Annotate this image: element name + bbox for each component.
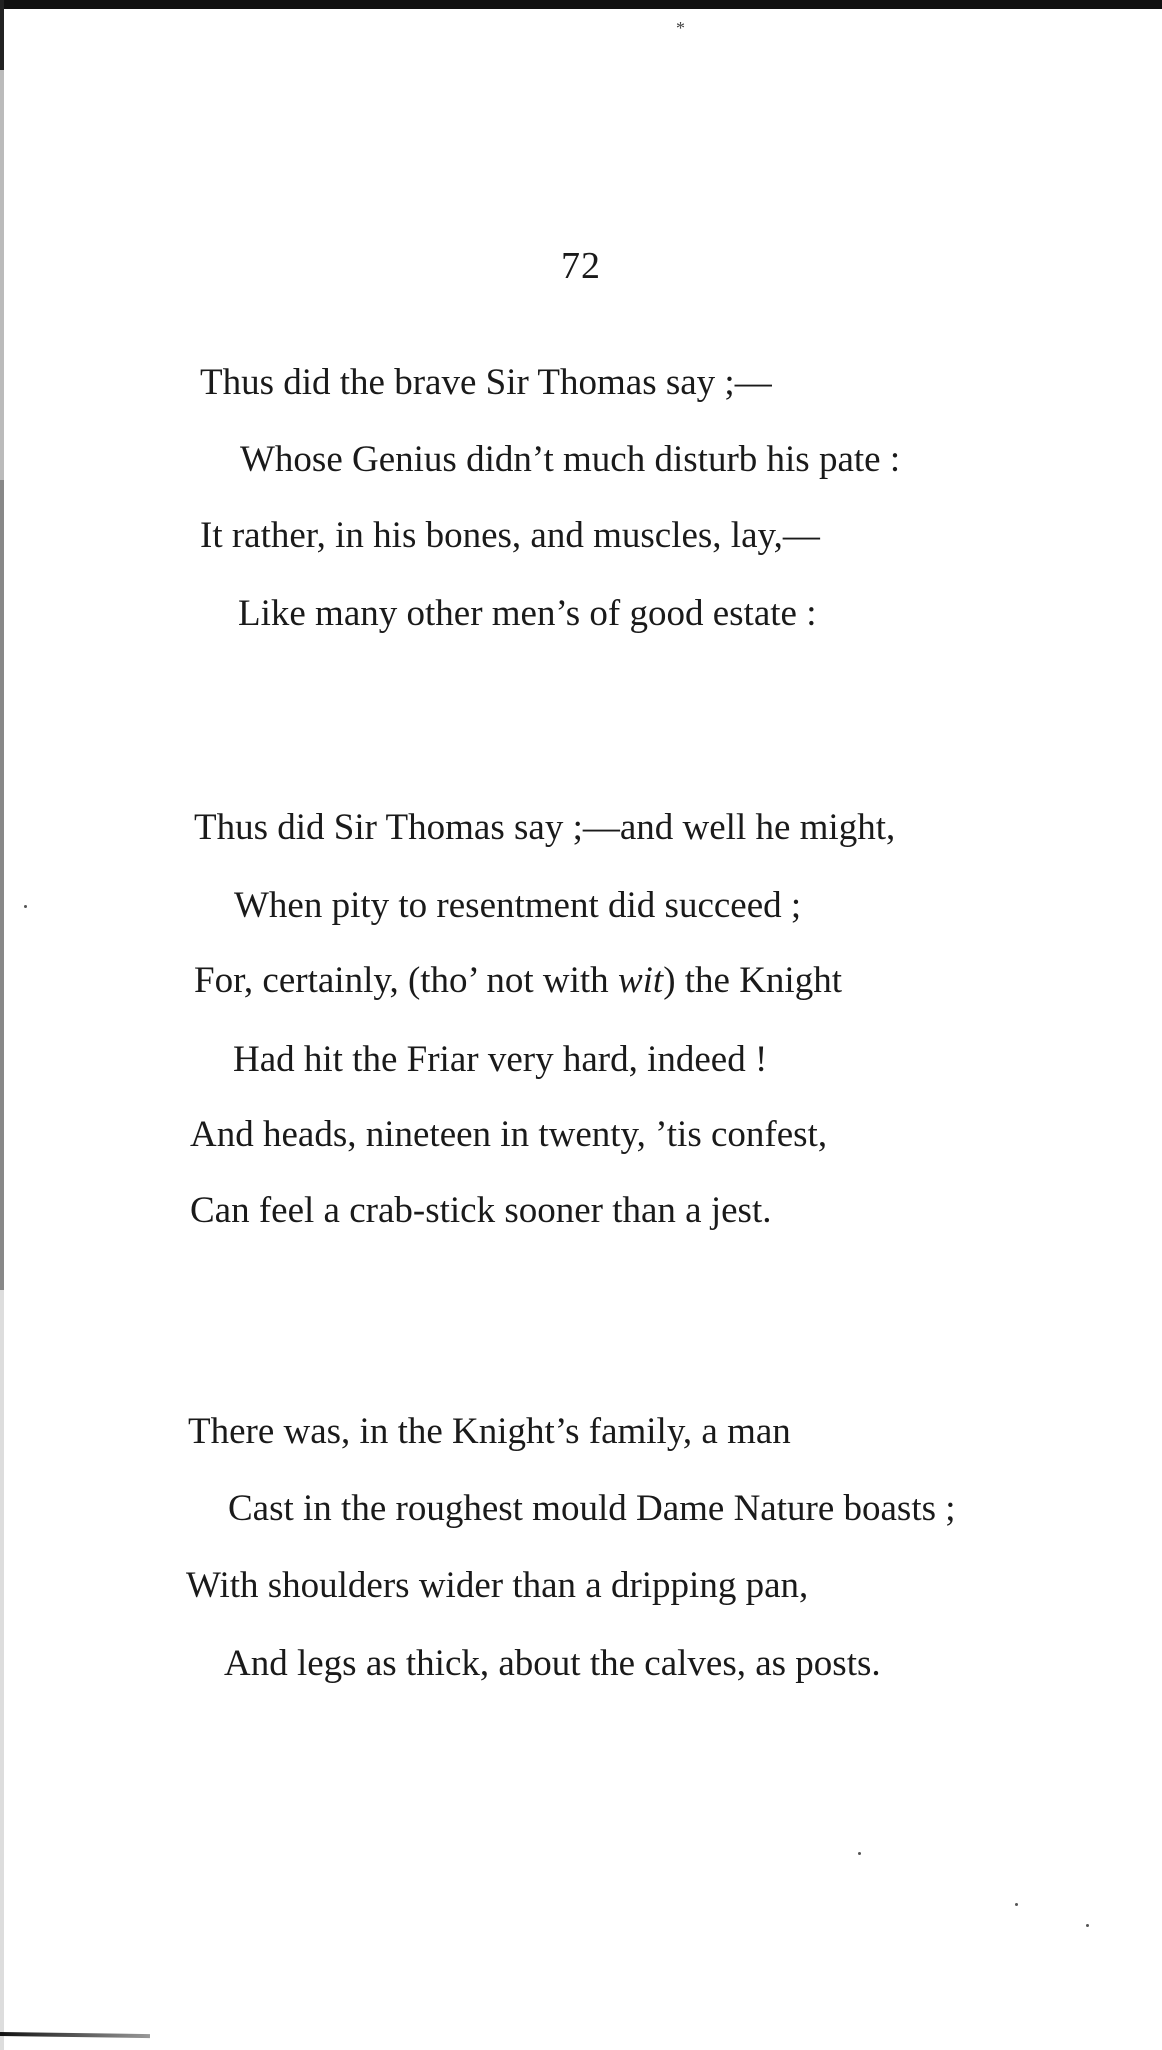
verse-line: Thus did Sir Thomas say ;—and well he might, xyxy=(194,807,896,848)
paper-speck xyxy=(24,905,27,908)
top-printer-mark: * xyxy=(676,18,685,38)
verse-line: It rather, in his bones, and muscles, lay,— xyxy=(200,515,820,556)
verse-line: Cast in the roughest mould Dame Nature boasts ; xyxy=(228,1488,956,1529)
bottom-edge-mark xyxy=(0,2032,150,2038)
verse-line: And legs as thick, about the calves, as posts. xyxy=(224,1643,881,1684)
verse-line: There was, in the Knight’s family, a man xyxy=(188,1411,791,1452)
emphasis-wit: wit xyxy=(617,960,664,1001)
verse-line: Like many other men’s of good estate : xyxy=(238,593,817,634)
paper-speck xyxy=(1086,1924,1089,1927)
verse-line: Thus did the brave Sir Thomas say ;— xyxy=(200,362,772,403)
verse-line: Had hit the Friar very hard, indeed ! xyxy=(233,1039,768,1080)
top-edge-rule xyxy=(0,0,1162,9)
verse-line: With shoulders wider than a dripping pan, xyxy=(186,1565,809,1606)
verse-line: For, certainly, (tho’ not with wit) the Knight xyxy=(194,960,842,1001)
left-page-edge xyxy=(0,0,4,2050)
verse-line: And heads, nineteen in twenty, ’tis confest, xyxy=(190,1114,828,1155)
paper-speck xyxy=(858,1852,861,1855)
page-number: 72 xyxy=(561,245,601,287)
verse-line: Can feel a crab-stick sooner than a jest. xyxy=(190,1190,772,1231)
verse-line: When pity to resentment did succeed ; xyxy=(234,885,802,926)
paper-speck xyxy=(1015,1903,1018,1906)
verse-line: Whose Genius didn’t much disturb his pate : xyxy=(240,439,901,480)
